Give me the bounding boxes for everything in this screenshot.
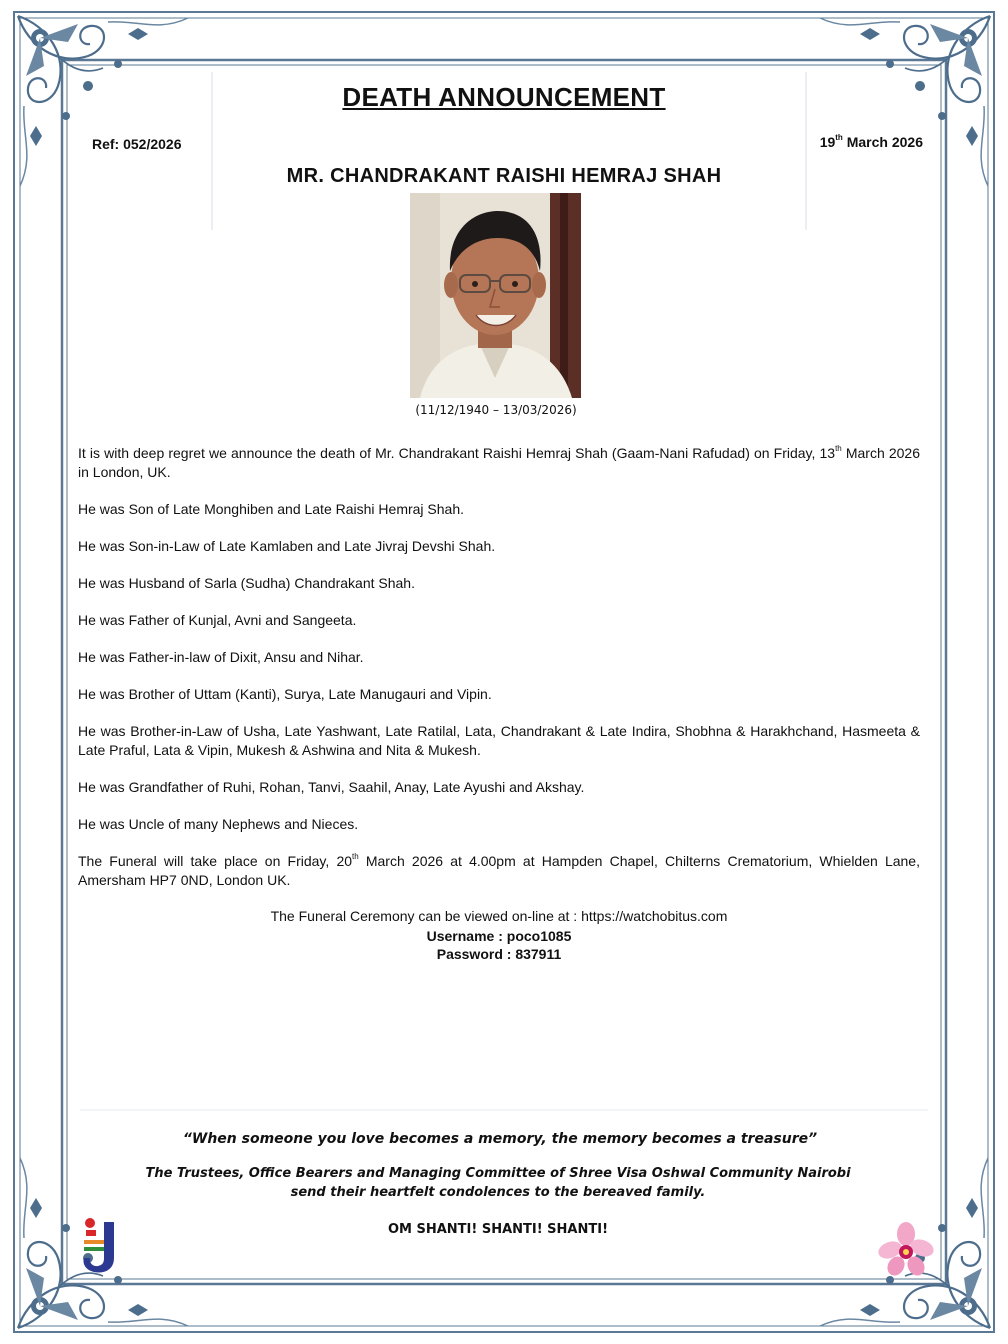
intro-paragraph: It is with deep regret we announce the death of Mr. Chandrakant Raishi Hemraj Shah (Gaam-Nani Rafudad) on Friday, 13th March 2026 in London, UK. xyxy=(78,444,920,480)
om-shanti: OM SHANTI! SHANTI! SHANTI! xyxy=(387,1222,609,1237)
reference-number: Ref: 052/2026 xyxy=(92,136,182,152)
memorial-quote: “When someone you love becomes a memory, the memory becomes a treasure” xyxy=(182,1131,818,1147)
grandfather-line: He was Grandfather of Ruhi, Rohan, Tanvi, Saahil, Anay, Late Ayushi and Akshay. xyxy=(78,779,585,795)
portrait-photo xyxy=(410,193,581,398)
condolence-message xyxy=(0,1164,996,1202)
orchid-flower-icon xyxy=(878,1222,934,1278)
condolence-line-2: send their heartfelt condolences to the bereaved family. xyxy=(290,1185,706,1200)
father-in-law-line: He was Father-in-law of Dixit, Ansu and Nihar. xyxy=(78,649,364,665)
lifespan-dates: (11/12/1940 – 13/03/2026) xyxy=(415,403,577,417)
deceased-name: MR. CHANDRAKANT RAISHI HEMRAJ SHAH xyxy=(286,165,722,187)
condolence-line-1: The Trustees, Office Bearers and Managing Committee of Shree Visa Oshwal Community Nairobi xyxy=(145,1166,851,1181)
son-of-line: He was Son of Late Monghiben and Late Raishi Hemraj Shah. xyxy=(78,501,465,517)
password-line: Password : 837911 xyxy=(436,946,562,962)
son-in-law-line: He was Son-in-Law of Late Kamlaben and Late Jivraj Devshi Shah. xyxy=(78,538,496,554)
page-title: DEATH ANNOUNCEMENT xyxy=(342,82,666,112)
community-logo-icon xyxy=(80,1216,120,1276)
father-line: He was Father of Kunjal, Avni and Sangeeta. xyxy=(78,612,357,628)
uncle-line: He was Uncle of many Nephews and Nieces. xyxy=(78,816,359,832)
funeral-details: The Funeral will take place on Friday, 20th March 2026 at 4.00pm at Hampden Chapel, Chilterns Crematorium, Whielden Lane, Amersham HP7 0ND, London UK. xyxy=(78,852,920,888)
online-viewing-line: The Funeral Ceremony can be viewed on-line at : https://watchobitus.com xyxy=(270,908,728,924)
brother-in-law-line: He was Brother-in-Law of Usha, Late Yashwant, Late Ratilal, Lata, Chandrakant & Late Indira, Shobhna & Harakhchand, Hasmeeta & Late Praful, Lata & Vipin, Mukesh & Ashwina and Nita & Mukesh. xyxy=(78,723,920,758)
brother-line: He was Brother of Uttam (Kanti), Surya, Late Manugauri and Vipin. xyxy=(78,686,492,702)
username-line: Username : poco1085 xyxy=(426,928,572,944)
husband-line: He was Husband of Sarla (Sudha) Chandrakant Shah. xyxy=(78,575,415,591)
announcement-date: 19th March 2026 xyxy=(819,133,923,150)
